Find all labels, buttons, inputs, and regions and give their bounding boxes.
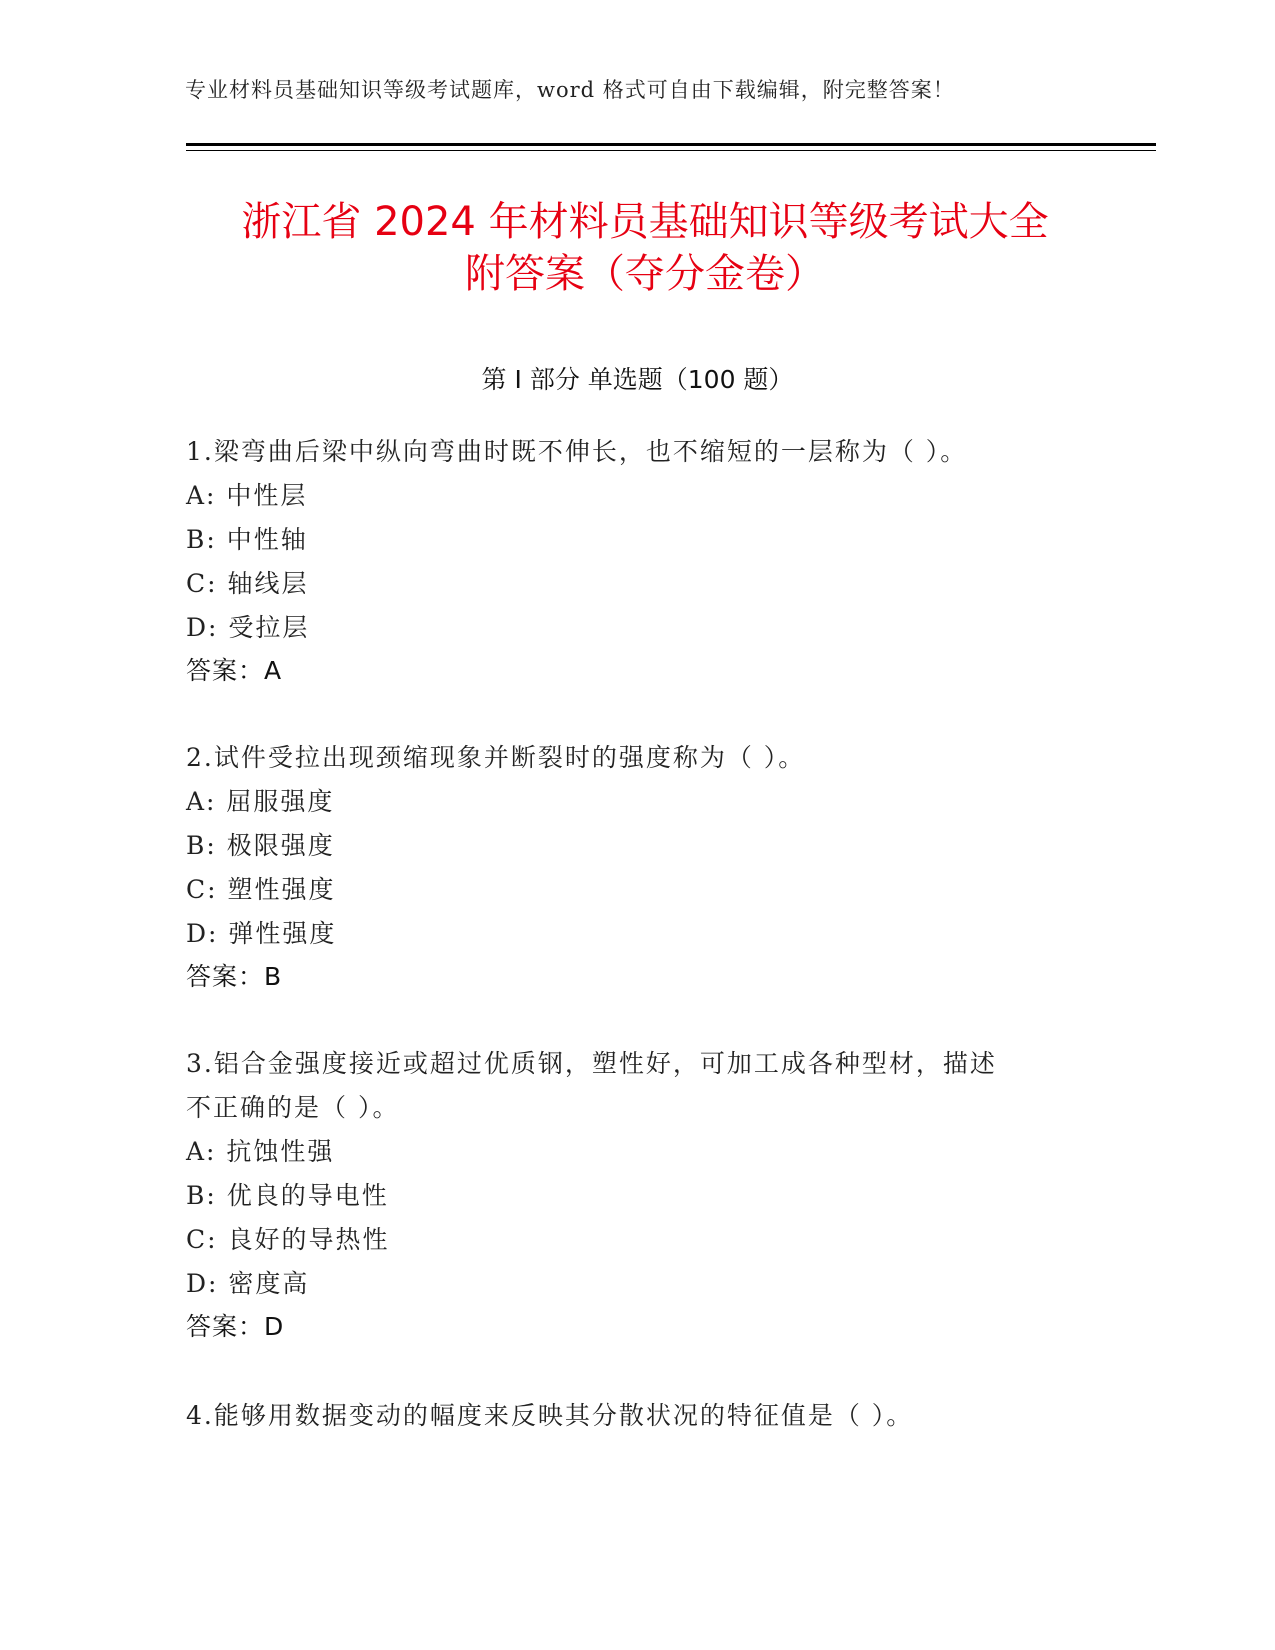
header-note: 专业材料员基础知识等级考试题库，word 格式可自由下载编辑，附完整答案！ — [185, 78, 955, 102]
title-line-1: 浙江省 2024 年材料员基础知识等级考试大全 — [241, 199, 1049, 245]
question-3-answer: 答案：D — [186, 1312, 285, 1341]
question-3-option-a: A: 抗蚀性强 — [186, 1137, 335, 1166]
question-1-option-c: C: 轴线层 — [186, 569, 309, 598]
question-1-option-d: D: 受拉层 — [186, 613, 310, 642]
title-line-2: 附答案（夺分金卷） — [465, 251, 825, 297]
question-3-stem-line-1: 3.铝合金强度接近或超过优质钢，塑性好，可加工成各种型材，描述 — [186, 1049, 997, 1078]
question-2-option-c: C: 塑性强度 — [186, 875, 336, 904]
document-title — [150, 196, 1140, 300]
question-3-option-b: B: 优良的导电性 — [186, 1181, 389, 1210]
question-3-option-d: D: 密度高 — [186, 1269, 310, 1298]
question-2-answer: 答案：B — [186, 962, 283, 991]
question-4-stem: 4.能够用数据变动的幅度来反映其分散状况的特征值是（ ）。 — [186, 1401, 914, 1430]
section-heading: 第 I 部分 单选题（100 题） — [481, 365, 794, 394]
question-2-option-a: A: 屈服强度 — [186, 787, 335, 816]
question-2-option-d: D: 弹性强度 — [186, 919, 337, 948]
question-1-stem: 1.梁弯曲后梁中纵向弯曲时既不伸长，也不缩短的一层称为（ ）。 — [186, 437, 968, 466]
header-rule-thick — [186, 143, 1156, 146]
question-3-option-c: C: 良好的导热性 — [186, 1225, 390, 1254]
question-2-stem: 2.试件受拉出现颈缩现象并断裂时的强度称为（ ）。 — [186, 743, 806, 772]
question-1-option-b: B: 中性轴 — [186, 525, 308, 554]
question-3-stem-line-2: 不正确的是（ ）。 — [186, 1093, 400, 1122]
question-1-answer: 答案：A — [186, 656, 283, 685]
question-1-option-a: A: 中性层 — [186, 481, 308, 510]
header-rule-thin — [186, 150, 1156, 151]
question-2-option-b: B: 极限强度 — [186, 831, 335, 860]
